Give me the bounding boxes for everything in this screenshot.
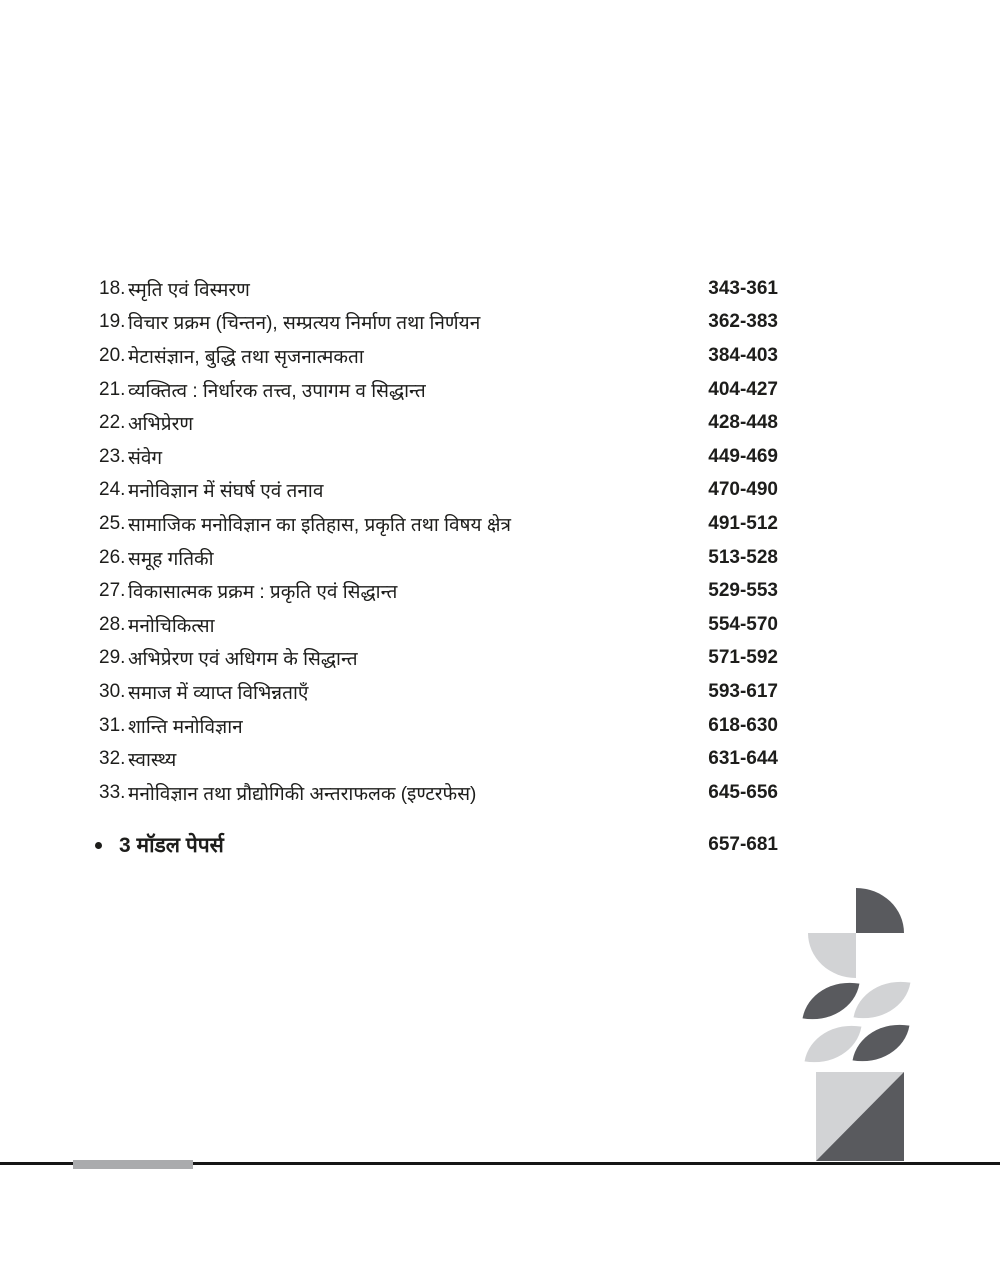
logo-base-square-icon (816, 1072, 904, 1161)
chapter-number: 33. (99, 781, 126, 803)
chapter-number: 31. (99, 714, 126, 736)
model-papers-page-range: 657-681 (708, 834, 778, 855)
toc-row (99, 541, 778, 575)
chapter-page-range: 593-617 (708, 680, 778, 702)
toc-row (99, 339, 778, 373)
chapter-page-range: 554-570 (708, 613, 778, 635)
chapter-title: समूह गतिकी (128, 548, 214, 570)
chapter-number: 19. (99, 311, 126, 333)
chapter-title: स्वास्थ्य (128, 750, 177, 772)
chapter-page-range: 491-512 (708, 512, 778, 534)
chapter-page-range: 631-644 (708, 748, 778, 770)
chapter-title: स्मृति एवं विस्मरण (128, 279, 250, 301)
chapter-number: 29. (99, 647, 126, 669)
toc-row (99, 608, 778, 642)
chapter-page-range: 343-361 (708, 277, 778, 299)
chapter-number: 22. (99, 412, 126, 434)
chapter-number: 25. (99, 512, 126, 534)
chapter-title: विचार प्रक्रम (चिन्तन), सम्प्रत्यय निर्माण तथा निर्णयन (128, 313, 481, 335)
bullet-icon (95, 842, 102, 849)
chapter-number: 20. (99, 344, 126, 366)
chapter-page-range: 645-656 (708, 781, 778, 803)
logo-quarter-dark-icon (856, 888, 904, 933)
chapter-title: व्यक्तित्व : निर्धारक तत्त्व, उपागम व सिद्धान्त (128, 380, 426, 402)
model-papers-label: 3 मॉडल पेपर्स (119, 834, 224, 857)
chapter-number: 21. (99, 378, 126, 400)
model-papers-row (95, 828, 778, 862)
toc-row (99, 675, 778, 709)
chapter-number: 30. (99, 680, 126, 702)
chapter-page-range: 618-630 (708, 714, 778, 736)
toc-row (99, 306, 778, 340)
chapter-number: 24. (99, 479, 126, 501)
chapter-title: मेटासंज्ञान, बुद्धि तथा सृजनात्मकता (128, 346, 364, 368)
logo-leaf-light-icon (854, 974, 911, 1026)
toc-row (99, 440, 778, 474)
chapter-title: विकासात्मक प्रक्रम : प्रकृति एवं सिद्धान्त (128, 582, 398, 604)
toc-row (99, 742, 778, 776)
chapter-page-range: 362-383 (708, 311, 778, 333)
chapter-page-range: 404-427 (708, 378, 778, 400)
toc-row (99, 642, 778, 676)
chapter-page-range: 470-490 (708, 479, 778, 501)
toc-row (99, 574, 778, 608)
chapter-page-range: 428-448 (708, 412, 778, 434)
chapter-number: 23. (99, 445, 126, 467)
chapter-title: शान्ति मनोविज्ञान (128, 716, 243, 738)
toc-row (99, 776, 778, 810)
toc-row (99, 507, 778, 541)
logo-quarter-light-icon (808, 933, 856, 978)
toc-row (99, 406, 778, 440)
toc-list (99, 272, 778, 810)
chapter-title: संवेग (128, 447, 163, 469)
footer-gray-bar (73, 1160, 193, 1169)
toc-row (99, 474, 778, 508)
chapter-page-range: 449-469 (708, 445, 778, 467)
logo-leaf-dark-icon (853, 1017, 910, 1069)
chapter-page-range: 384-403 (708, 344, 778, 366)
chapter-number: 18. (99, 277, 126, 299)
chapter-title: मनोविज्ञान में संघर्ष एवं तनाव (128, 481, 324, 503)
chapter-title: अभिप्रेरण एवं अधिगम के सिद्धान्त (128, 649, 358, 671)
chapter-number: 27. (99, 580, 126, 602)
chapter-page-range: 571-592 (708, 647, 778, 669)
logo-leaf-light-icon (805, 1018, 862, 1070)
chapter-number: 32. (99, 748, 126, 770)
chapter-title: मनोविज्ञान तथा प्रौद्योगिकी अन्तराफलक (इण्टरफेस) (128, 783, 477, 805)
toc-row (99, 272, 778, 306)
chapter-title: मनोचिकित्सा (128, 615, 215, 637)
toc-row (99, 373, 778, 407)
chapter-number: 26. (99, 546, 126, 568)
toc-row (99, 709, 778, 743)
logo-triangle-icon (816, 1072, 904, 1161)
chapter-title: सामाजिक मनोविज्ञान का इतिहास, प्रकृति तथा विषय क्षेत्र (128, 514, 511, 536)
chapter-title: अभिप्रेरण (128, 414, 194, 436)
chapter-page-range: 529-553 (708, 580, 778, 602)
chapter-title: समाज में व्याप्त विभिन्नताएँ (128, 682, 309, 704)
chapter-page-range: 513-528 (708, 546, 778, 568)
chapter-number: 28. (99, 613, 126, 635)
logo-leaf-dark-icon (803, 975, 860, 1027)
